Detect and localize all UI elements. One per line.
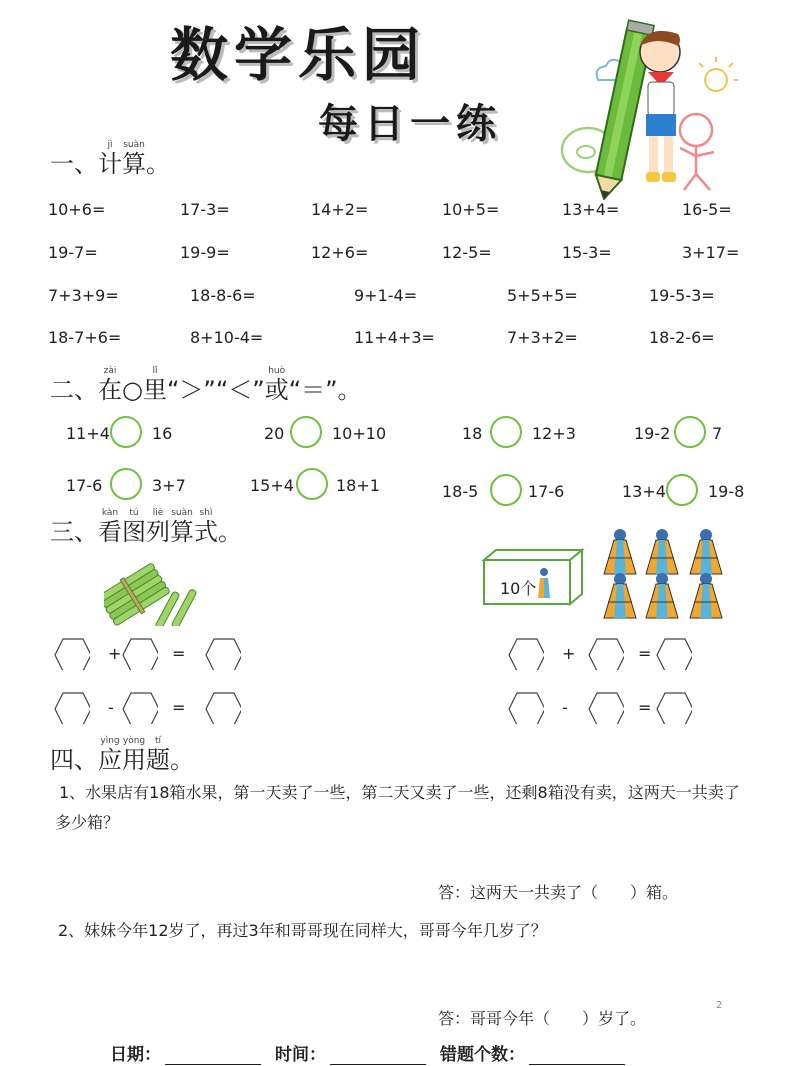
compare-circle[interactable] [674,416,706,448]
calc-item: 10+5= [442,200,500,219]
calc-item: 7+3+9= [48,286,119,305]
calc-item: 9+1-4= [354,286,418,305]
page-title: 数学乐园 [170,21,427,89]
sticks-bundle-illustration [104,562,224,626]
heading-char: 题tí [146,736,170,774]
section-3-heading: 三、看kàn图tú列liè算suàn式shì。 [50,508,242,546]
compare-right: 16 [152,424,173,443]
equals-sign: = [638,644,652,663]
compare-circle[interactable] [296,468,328,500]
section-4-heading: 四、应yìng用yòng题tí。 [50,736,194,774]
heading-char: 式shì [194,508,218,546]
answer-hexagon[interactable] [656,638,692,670]
equals-sign: = [172,698,186,717]
section-2-heading: 二、在zài○里lǐ“＞”“＜”或huò“＝”。 [50,366,362,404]
equals-sign: = [172,644,186,663]
calc-item: 16-5= [682,200,732,219]
shuttlecock-icon [642,528,682,576]
compare-right: 3+7 [152,476,186,495]
calc-item: 19-7= [48,243,98,262]
calc-item: 14+2= [311,200,369,219]
heading-char: 应yìng [98,736,122,774]
plus-sign: + [562,644,576,663]
calc-item: 18-7+6= [48,328,122,347]
shuttlecock-icon [642,572,682,620]
compare-left: 17-6 [66,476,103,495]
heading-char: ○ [122,376,143,404]
date-line[interactable] [165,1046,261,1065]
answer-hexagon[interactable] [122,638,158,670]
calc-item: 5+5+5= [507,286,578,305]
problem-1-text: 1、水果店有18箱水果，第一天卖了一些，第二天又卖了一些，还剩8箱没有卖，这两天一共卖了多少箱？ [55,783,740,832]
boy-with-pencil-illustration [548,10,738,200]
time-label: 时间： [275,1045,326,1065]
compare-circle[interactable] [490,474,522,506]
heading-char: 看kàn [98,508,122,546]
minus-sign: - [562,698,568,717]
compare-left: 19-2 [634,424,671,443]
answer-hexagon[interactable] [54,692,90,724]
answer-hexagon[interactable] [205,692,241,724]
compare-left: 13+4 [622,482,666,501]
errors-label: 错题个数： [440,1045,525,1065]
problem-2-text: 2、妹妹今年12岁了，再过3年和哥哥现在同样大，哥哥今年几岁了？ [58,921,547,940]
page-subtitle: 每日一练 [318,101,502,147]
heading-char: 图tú [122,508,146,546]
compare-left: 15+4 [250,476,294,495]
calc-item: 12+6= [311,243,369,262]
answer-hexagon[interactable] [588,638,624,670]
compare-left: 18 [462,424,483,443]
shuttlecock-icon [686,528,726,576]
calc-item: 3+17= [682,243,740,262]
compare-left: 18-5 [442,482,479,501]
calc-item: 17-3= [180,200,230,219]
answer-hexagon[interactable] [508,638,544,670]
compare-right: 12+3 [532,424,576,443]
calc-item: 12-5= [442,243,492,262]
calc-item: 18-8-6= [190,286,256,305]
compare-right: 19-8 [708,482,745,501]
calc-item: 7+3+2= [507,328,578,347]
box-label: 10个 [500,579,537,598]
date-label: 日期： [110,1045,161,1065]
shuttlecock-icon [600,572,640,620]
errors-line[interactable] [529,1046,625,1065]
problem-2-answer: 答：哥哥今年（ ）岁了。 [438,1009,647,1028]
answer-hexagon[interactable] [205,638,241,670]
calc-item: 15-3= [562,243,612,262]
heading-char: 在zài [98,366,122,404]
answer-hexagon[interactable] [656,692,692,724]
compare-left: 20 [264,424,285,443]
footer [110,1040,639,1065]
calc-item: 19-5-3= [649,286,715,305]
heading-char: 列liè [146,508,170,546]
problem-1-answer: 答：这两天一共卖了（ ）箱。 [438,883,679,902]
heading-char: 算suàn [170,508,194,546]
answer-hexagon[interactable] [54,638,90,670]
section-1-heading: 一、计jì算suàn。 [50,140,170,178]
shuttlecock-icon [600,528,640,576]
heading-char: “＞”“＜” [166,376,265,404]
calc-item: 8+10-4= [190,328,264,347]
calc-item: 13+4= [562,200,620,219]
compare-right: 10+10 [332,424,387,443]
shuttlecock-icon [686,572,726,620]
answer-hexagon[interactable] [508,692,544,724]
equals-sign: = [638,698,652,717]
heading-char: 或huò [264,366,289,404]
calc-item: 10+6= [48,200,106,219]
answer-hexagon[interactable] [588,692,624,724]
compare-circle[interactable] [290,416,322,448]
compare-right: 7 [712,424,723,443]
answer-hexagon[interactable] [122,692,158,724]
heading-char: 用yòng [122,736,146,774]
compare-circle[interactable] [666,474,698,506]
heading-char: 里lǐ [142,366,167,404]
page-number: 2 [716,1000,723,1011]
compare-right: 18+1 [336,476,380,495]
calc-item: 18-2-6= [649,328,715,347]
plus-sign: + [108,644,122,663]
compare-left: 11+4 [66,424,110,443]
compare-right: 17-6 [528,482,565,501]
compare-circle[interactable] [110,416,142,448]
time-line[interactable] [330,1046,426,1065]
minus-sign: - [108,698,114,717]
compare-circle[interactable] [490,416,522,448]
calc-item: 19-9= [180,243,230,262]
compare-circle[interactable] [110,468,142,500]
calc-item: 11+4+3= [354,328,435,347]
